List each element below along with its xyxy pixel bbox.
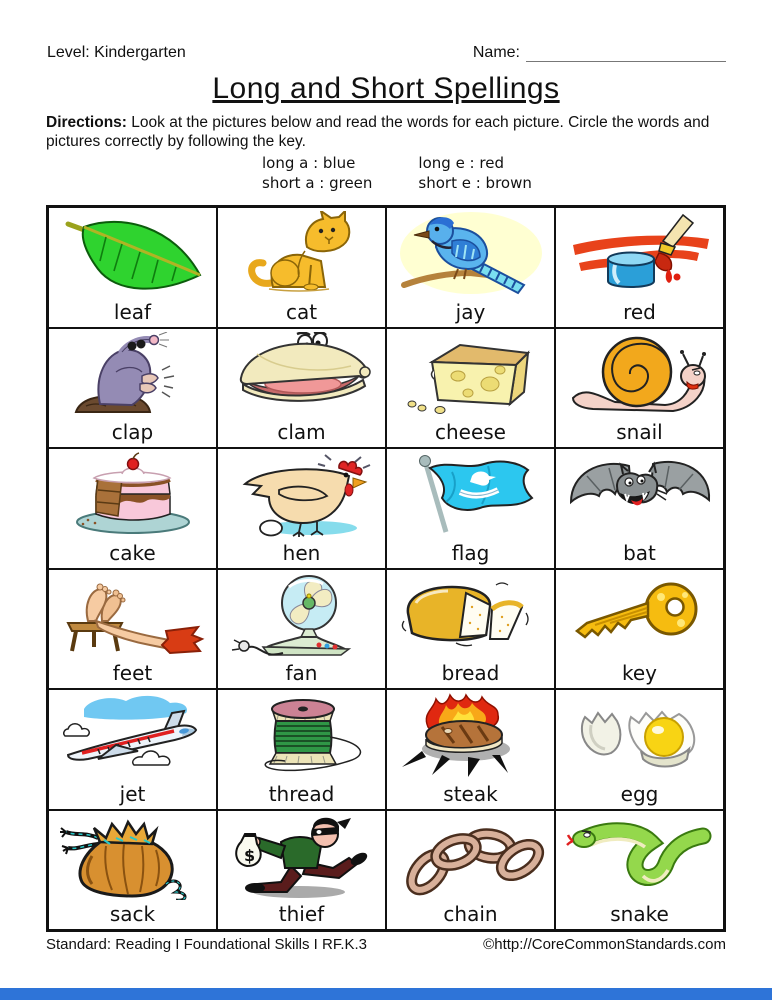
word-label: red (623, 299, 656, 324)
cell-snake (555, 810, 724, 931)
cell-jay (386, 207, 555, 328)
word-label: thief (278, 902, 325, 926)
picture-grid (46, 205, 726, 932)
cell-cake (48, 448, 217, 569)
bread-image (396, 573, 546, 659)
cell-key (555, 569, 724, 690)
cell-feet (48, 569, 217, 690)
clap-mole-image (58, 332, 208, 418)
word-label: bat (623, 540, 656, 565)
key-long-e: long e : red (418, 154, 504, 172)
word-label: sack (109, 902, 156, 926)
word-label: clam (277, 420, 326, 444)
word-label: steak (443, 781, 498, 806)
name-blank-line (526, 45, 726, 62)
snake-image (565, 814, 715, 900)
cell-egg (555, 689, 724, 810)
key-short-e: short e : brown (418, 174, 532, 192)
directions-label: Directions: (46, 114, 127, 131)
cat-image (227, 211, 377, 297)
cell-fan (217, 569, 386, 690)
word-label: thread (268, 781, 335, 806)
level-label: Level: Kindergarten (47, 44, 186, 61)
key-column-a (262, 153, 372, 193)
key-long-a: long a : blue (262, 154, 356, 172)
cheese-image (396, 332, 546, 418)
cell-bat (555, 448, 724, 569)
cake-image (58, 452, 208, 538)
name-label: Name: (472, 44, 520, 61)
word-label: hen (282, 540, 321, 565)
snail-image (565, 332, 715, 418)
clam-image (227, 332, 377, 418)
cell-leaf (48, 207, 217, 328)
cell-steak (386, 689, 555, 810)
cell-cheese (386, 328, 555, 449)
jet-image (58, 693, 208, 779)
word-label: bread (441, 661, 500, 685)
cell-red (555, 207, 724, 328)
fan-image (227, 573, 377, 659)
word-label: cat (285, 299, 318, 324)
key-column-e (418, 153, 531, 193)
cell-flag (386, 448, 555, 569)
chain-image (396, 814, 546, 900)
answer-key (262, 153, 532, 193)
word-label: flag (451, 540, 490, 565)
word-label: chain (443, 902, 498, 926)
leaf-image (58, 211, 208, 297)
cell-bread (386, 569, 555, 690)
steak-image (396, 693, 546, 779)
copyright-text: ©http://CoreCommonStandards.com (483, 936, 726, 953)
cell-clam (217, 328, 386, 449)
key-image (565, 573, 715, 659)
word-label: snake (610, 902, 669, 926)
jay-image (396, 211, 546, 297)
word-label: jay (455, 299, 486, 324)
sack-image (58, 814, 208, 900)
cell-snail (555, 328, 724, 449)
word-label: leaf (113, 299, 152, 324)
cell-sack (48, 810, 217, 931)
cell-cat (217, 207, 386, 328)
svg-text:$: $ (243, 845, 255, 865)
cell-thief (217, 810, 386, 931)
word-label: cake (109, 540, 156, 565)
word-label: egg (620, 781, 659, 806)
flag-image (396, 452, 546, 538)
bottom-accent-bar (0, 988, 772, 1000)
word-label: snail (616, 420, 663, 444)
thread-image (227, 693, 377, 779)
cell-clap (48, 328, 217, 449)
name-field (473, 44, 726, 62)
egg-image (565, 693, 715, 779)
word-label: cheese (434, 420, 506, 444)
word-label: fan (285, 661, 318, 685)
word-label: key (621, 661, 657, 685)
worksheet-header (47, 44, 726, 62)
cell-jet (48, 689, 217, 810)
cell-chain (386, 810, 555, 931)
bat-image (565, 452, 715, 538)
red-paint-image (565, 211, 715, 297)
thief-image (227, 814, 377, 900)
directions (46, 113, 738, 151)
word-label: clap (111, 420, 154, 444)
worksheet-footer (46, 936, 726, 953)
cell-thread (217, 689, 386, 810)
directions-text: Look at the pictures below and read the words for each picture. Circle the words and pictures correctly by following the key. (46, 114, 710, 150)
feet-image (58, 573, 208, 659)
word-label: jet (119, 781, 146, 806)
word-label: feet (112, 661, 153, 685)
cell-hen (217, 448, 386, 569)
hen-image (227, 452, 377, 538)
page-title: Long and Short Spellings (212, 72, 560, 105)
standard-text: Standard: Reading I Foundational Skills I RF.K.3 (46, 936, 368, 953)
key-short-a: short a : green (262, 174, 373, 192)
